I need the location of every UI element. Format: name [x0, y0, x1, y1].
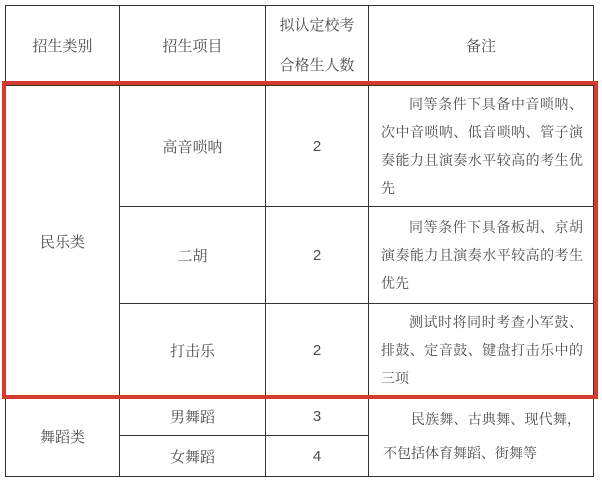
category-cell-minyue [6, 86, 120, 397]
count-value: 2 [312, 246, 322, 264]
header-remark-label: 备注 [465, 38, 496, 55]
count-value: 4 [312, 447, 322, 465]
remark-cell-dance: 民族舞、古典舞、现代舞，不包括体育舞蹈、街舞等 [369, 397, 594, 477]
header-category-label: 招生类别 [32, 38, 93, 55]
table-row [6, 397, 594, 436]
table-row [6, 86, 594, 207]
project-label: 男舞蹈 [169, 408, 215, 426]
project-cell [120, 207, 266, 304]
header-quota-label-line2: 合格生人数 [279, 56, 355, 74]
header-project-label: 招生项目 [162, 38, 223, 55]
count-cell [266, 207, 369, 304]
count-cell [266, 304, 369, 397]
count-value: 2 [312, 341, 322, 359]
project-cell [120, 436, 266, 477]
header-cell-remark [369, 6, 594, 86]
count-value: 3 [312, 407, 322, 425]
category-cell-wudao [6, 397, 120, 477]
header-cell-category [6, 6, 120, 86]
remark-cell: 同等条件下具备中音唢呐、次中音唢呐、低音唢呐、管子演奏能力且演奏水平较高的考生优先 [369, 86, 594, 207]
project-cell [120, 86, 266, 207]
count-value: 2 [312, 137, 322, 155]
project-label: 女舞蹈 [169, 448, 215, 466]
header-quota-gap [266, 35, 368, 57]
project-cell [120, 397, 266, 436]
header-cell-project [120, 6, 266, 86]
admission-plan-table [5, 5, 594, 477]
category-label: 舞蹈类 [39, 429, 85, 446]
remark-cell: 同等条件下具备板胡、京胡演奏能力且演奏水平较高的考生优先 [369, 207, 594, 304]
project-label: 高音唢呐 [162, 138, 223, 156]
count-cell [266, 397, 369, 436]
count-cell [266, 436, 369, 477]
category-label: 民乐类 [39, 233, 85, 251]
project-label: 二胡 [177, 247, 208, 265]
remark-cell: 测试时将同时考查小军鼓、排鼓、定音鼓、键盘打击乐中的三项 [369, 304, 594, 397]
header-cell-quota [266, 6, 369, 86]
count-cell [266, 86, 369, 207]
header-quota-label-line1: 拟认定校考 [279, 16, 355, 34]
project-label: 打击乐 [169, 342, 215, 360]
project-cell [120, 304, 266, 397]
table-header-row [6, 6, 594, 86]
